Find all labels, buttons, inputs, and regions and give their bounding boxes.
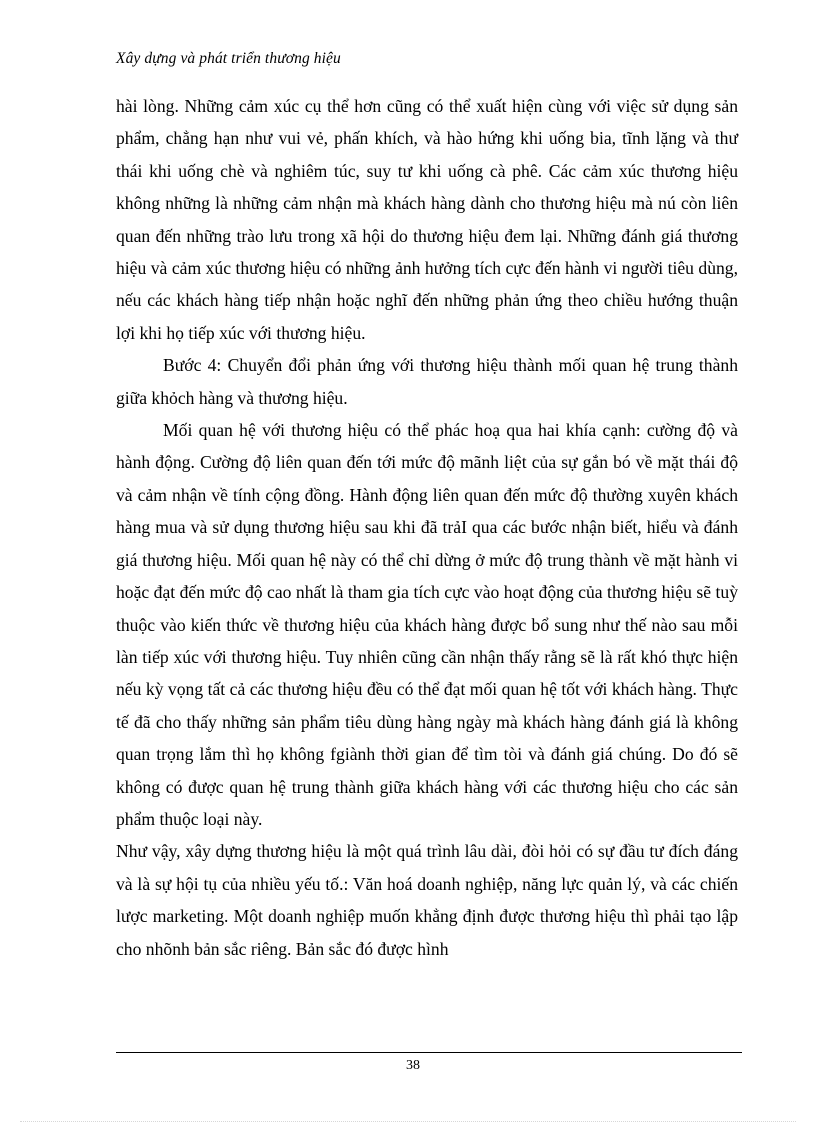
page-number: 38 [406,1058,420,1073]
paragraph: Mối quan hệ với thương hiệu có thể phác hoạ qua hai khía cạnh: cường độ và hành động. Cường độ liên quan đến tới mức độ mãnh liệt của sự gắn bó về mặt thái độ và cảm nhận về tính cộng đồng. Hành động liên quan đến mức độ thường xuyên khách hàng mua và sử dụng thương hiệu sau khi đã trảI qua các bước nhận biết, hiểu và đánh giá thương hiệu. Mối quan hệ này có thể chỉ dừng ở mức độ trung thành về mặt hành vi hoặc đạt đến mức độ cao nhất là tham gia tích cực vào hoạt động của thương hiệu sẽ tuỳ thuộc vào kiến thức về thương hiệu của khách hàng được bổ sung như thế nào sau mỗi làn tiếp xúc với thương hiệu. Tuy nhiên cũng cần nhận thấy rằng sẽ là rất khó thực hiện nếu kỳ vọng tất cả các thương hiệu đều có thể đạt mối quan hệ tốt với khách hàng. Thực tế đã cho thấy những sản phẩm tiêu dùng hàng ngày mà khách hàng đánh giá là không quan trọng lắm thì họ không fgiành thời gian để tìm tòi và đánh giá chúng. Do đó sẽ không có được quan hệ trung thành giữa khách hàng với các thương hiệu cho các sản phẩm thuộc loại này. [116,420,738,829]
page-bottom-edge [20,1121,796,1122]
running-header: Xây dựng và phát triển thương hiệu [116,50,341,67]
paragraph: hài lòng. Những cảm xúc cụ thể hơn cũng có thể xuất hiện cùng với việc sử dụng sản phẩm, chẳng hạn như vui vẻ, phấn khích, và hào hứng khi uống bia, tĩnh lặng và thư thái khi uống chè và nghiêm túc, suy tư khi uống cà phê. Các cảm xúc thương hiệu không những là những cảm nhận mà khách hàng dành cho thương hiệu mà nú còn liên quan đến những trào lưu trong xã hội do thương hiệu đem lại. Những đánh giá thương hiệu và cảm xúc thương hiệu có những ảnh hưởng tích cực đến hành vi người tiêu dùng, nếu các khách hàng tiếp nhận hoặc nghĩ đến những phản ứng theo chiều hướng thuận lợi khi họ tiếp xúc với thương hiệu. [116,96,738,343]
paragraph: Bước 4: Chuyển đổi phản ứng với thương hiệu thành mối quan hệ trung thành giữa khỏch hàng và thương hiệu. [116,355,738,408]
paragraph: Như vậy, xây dựng thương hiệu là một quá trình lâu dài, đòi hỏi có sự đầu tư đích đáng và là sự hội tụ của nhiều yếu tố.: Văn hoá doanh nghiệp, năng lực quản lý, và các chiến lược marketing. Một doanh nghiệp muốn khẳng định được thương hiệu thì phải tạo lập cho nhõnh bản sắc riêng. Bản sắc đó được hình [116,841,738,959]
body-text [116,90,738,965]
footer-divider [116,1052,742,1053]
